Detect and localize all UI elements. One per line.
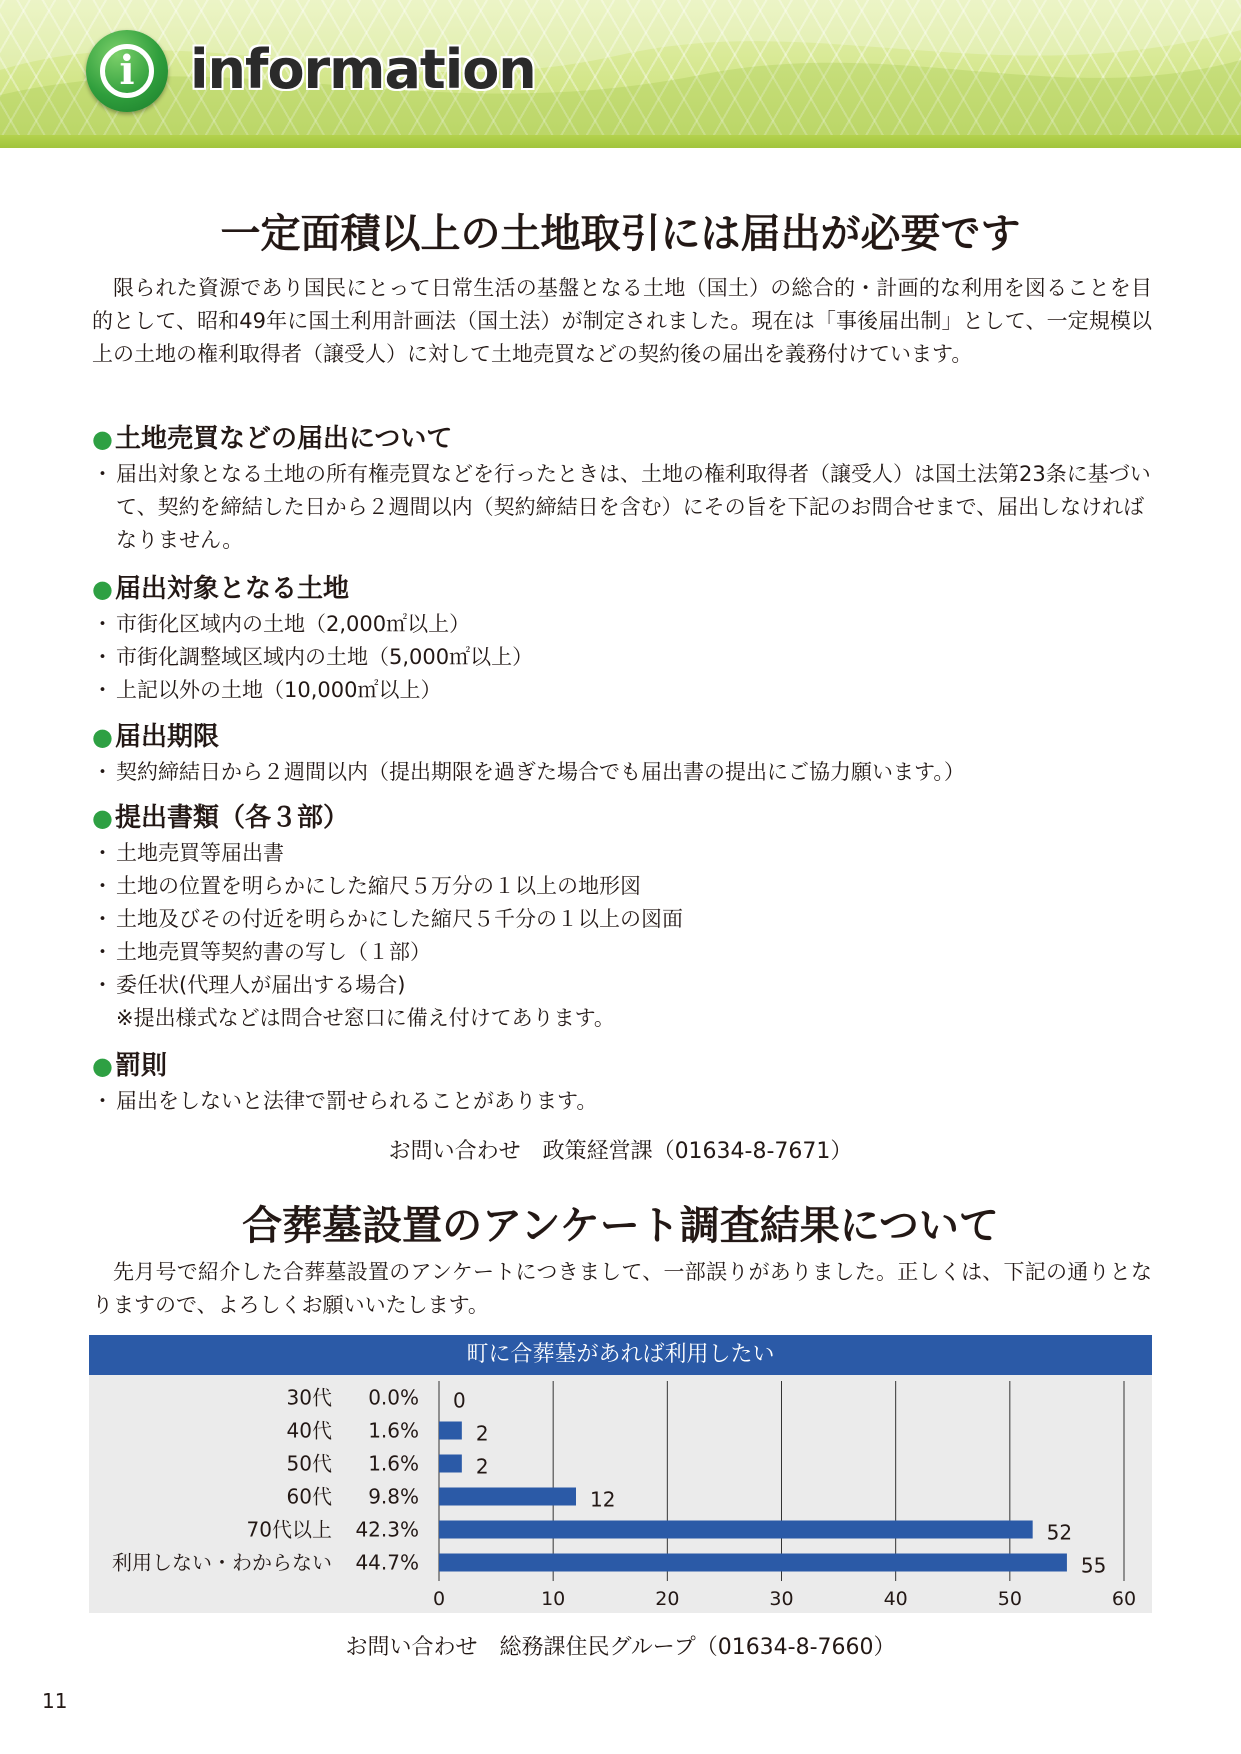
x-tick-label: 40 (883, 1588, 908, 1610)
article2-title: 合葬墓設置のアンケート調査結果について (242, 1203, 999, 1249)
percent-label: 1.6% (368, 1418, 419, 1443)
data-label: 0 (453, 1388, 466, 1413)
bar (439, 1422, 462, 1440)
list-item: ・ 上記以外の土地（10,000㎡以上） (92, 674, 1162, 707)
bar (439, 1488, 576, 1506)
bar (439, 1455, 462, 1473)
page-header (0, 0, 1241, 148)
article1-intro: 限られた資源であり国民にとって日常生活の基盤となる土地（国土）の総合的・計画的な利用を図ることを目的として、昭和49年に国土利用計画法（国土法）が制定されました。現在は「事後届出制」として、一定規模以上の土地の権利取得者（譲受人）に対して土地売買などの契約後の届出を義務付けています。 (92, 276, 1152, 366)
data-label: 12 (590, 1487, 616, 1512)
list-item: ・ 市街化調整域区域内の土地（5,000㎡以上） (92, 641, 1162, 674)
x-tick-label: 50 (997, 1588, 1022, 1610)
data-label: 2 (475, 1454, 489, 1479)
header-wave-decoration (0, 0, 1241, 148)
data-label: 52 (1046, 1520, 1073, 1545)
list-item: ・ 土地及びその付近を明らかにした縮尺５千分の１以上の図面 (92, 903, 1162, 936)
x-tick-label: 20 (655, 1588, 680, 1610)
section-list-penalty (92, 1085, 1162, 1118)
category-label: 60代 (286, 1484, 332, 1509)
section-heading-documents: ●提出書類（各３部） (92, 803, 349, 833)
list-item: ・ 土地売買等届出書 (92, 837, 1162, 870)
percent-label: 42.3% (355, 1517, 419, 1542)
data-label: 55 (1080, 1553, 1107, 1578)
list-item: ・ 土地の位置を明らかにした縮尺５万分の１以上の地形図 (92, 870, 1162, 903)
percent-label: 9.8% (368, 1484, 419, 1509)
section-heading-target-land: ●届出対象となる土地 (92, 574, 349, 604)
x-tick-label: 10 (541, 1588, 566, 1610)
x-tick-label: 0 (432, 1588, 446, 1610)
list-item: ・ 市街化区域内の土地（2,000㎡以上） (92, 608, 1162, 641)
percent-label: 0.0% (368, 1385, 419, 1410)
article1-title: 一定面積以上の土地取引には届出が必要です (220, 211, 1021, 257)
article2-contact: お問い合わせ 総務課住民グループ（01634-8-7660） (345, 1635, 896, 1660)
header-title: information (190, 38, 536, 101)
list-item: ・ 届出をしないと法律で罰せられることがあります。 (92, 1085, 1162, 1118)
section-list-target-land (92, 608, 1162, 707)
list-item: ・ 契約締結日から２週間以内（提出期限を過ぎた場合でも届出書の提出にご協力願います。） (92, 756, 1162, 789)
list-item: ・ 委任状(代理人が届出する場合) (92, 969, 1162, 1002)
category-label: 50代 (286, 1451, 332, 1476)
chart-title: 町に合葬墓があれば利用したい (89, 1335, 1152, 1375)
list-item: ・ 届出対象となる土地の所有権売買などを行ったときは、土地の権利取得者（譲受人）は国土法第23条に基づいて、契約を締結した日から２週間以内（契約締結日を含む）にその旨を下記のお問合せまで、届出しなければなりません。 (92, 458, 1162, 557)
page-number: 11 (42, 1689, 68, 1713)
survey-bar-chart (89, 1335, 1152, 1613)
category-label: 70代以上 (246, 1517, 332, 1542)
documents-note: ※提出様式などは問合せ窓口に備え付けてあります。 (116, 1006, 615, 1030)
bar (439, 1554, 1067, 1572)
x-tick-label: 60 (1111, 1588, 1137, 1610)
category-label: 利用しない・わからない (112, 1550, 332, 1575)
data-label: 2 (475, 1421, 489, 1446)
section-list-documents (92, 837, 1162, 1035)
section-list-deadline (92, 756, 1162, 789)
section-heading-deadline: ●届出期限 (92, 722, 219, 752)
x-tick-label: 30 (769, 1588, 794, 1610)
section-heading-sale: ●土地売買などの届出について (92, 424, 453, 454)
category-label: 30代 (286, 1385, 332, 1410)
section-heading-penalty: ●罰則 (92, 1051, 167, 1081)
section-list-sale (92, 458, 1162, 557)
chart-plot (89, 1375, 1152, 1613)
info-icon: i (86, 30, 168, 112)
article1-contact: お問い合わせ 政策経営課（01634-8-7671） (388, 1139, 853, 1164)
bar (439, 1521, 1033, 1539)
header-divider-bar (0, 135, 1241, 148)
article2-intro: 先月号で紹介した合葬墓設置のアンケートにつきまして、一部誤りがありました。正しくは、下記の通りとなりますので、よろしくお願いいたします。 (92, 1260, 1152, 1317)
list-item: ・ 土地売買等契約書の写し（１部） (92, 936, 1162, 969)
percent-label: 44.7% (355, 1550, 419, 1575)
category-label: 40代 (286, 1418, 332, 1443)
percent-label: 1.6% (368, 1451, 419, 1476)
